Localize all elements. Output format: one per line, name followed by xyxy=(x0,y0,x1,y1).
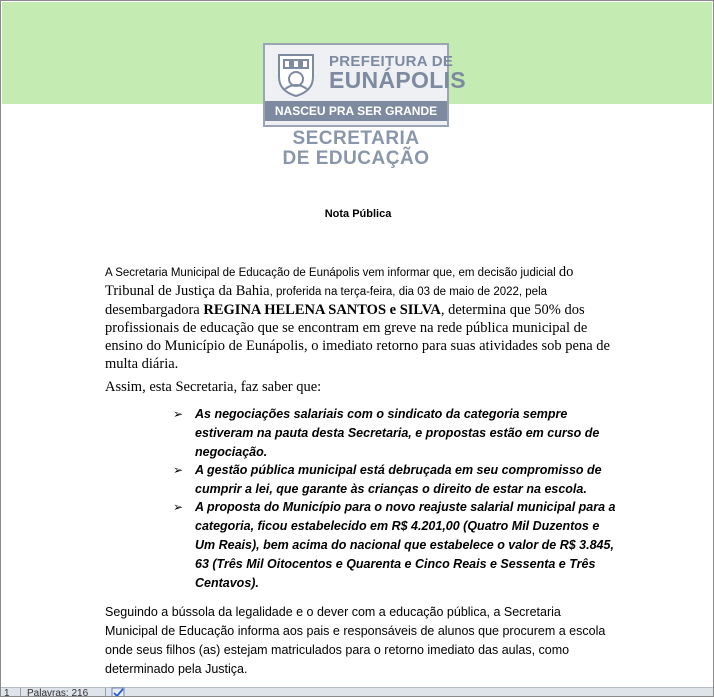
bullet-text: As negociações salariais com o sindicato da categoria sempre estiveram na pauta desta Secretaria, e propostas estão em curso de negociação. xyxy=(195,407,600,459)
logo-slogan: NASCEU PRA SER GRANDE xyxy=(265,101,447,121)
secretaria-title-line1: SECRETARIA xyxy=(292,128,420,149)
status-divider xyxy=(105,688,106,697)
prefeitura-logo xyxy=(263,43,466,127)
secretaria-title-line2: DE EDUCAÇÃO xyxy=(282,148,430,169)
paragraph-closing: Seguindo a bússola da legalidade e o dever com a educação pública, a Secretaria Municipal de Educação informa aos pais e responsáveis de alunos que procurem a escola onde seus filhos (as) estejam matriculados para o retorno imediato das aulas, como determinado pela Justiça. xyxy=(105,605,606,676)
p1-judge-name: REGINA HELENA SANTOS e SILVA xyxy=(203,302,441,318)
p1-desemb: desembargadora xyxy=(105,302,204,318)
bullet-list xyxy=(173,405,617,592)
p1-intro: A Secretaria Municipal de Educação de Eunápolis vem informar que, em decisão judicial xyxy=(105,267,559,279)
spellcheck-icon[interactable] xyxy=(111,687,125,697)
status-bar xyxy=(1,687,714,697)
bullet-arrow-icon: ➢ xyxy=(173,500,184,514)
bullet-arrow-icon: ➢ xyxy=(173,407,184,421)
logo-line2: EUNÁPOLIS xyxy=(329,67,466,93)
status-divider xyxy=(20,688,21,697)
city-emblem-icon xyxy=(275,51,317,97)
status-page-number[interactable]: 1 xyxy=(4,688,10,697)
bullet-text: A proposta do Município para o novo reajuste salarial municipal para a categoria, ficou estabelecido em R$ 4.201,00 (Quatro Mil Duzentos e Um Reais), bem acima do nacional que estabelece o valor de R$ 3.845, 63 (Três Mil Oitocentos e Quarenta e Cinco Reais e Sessenta e Três Centavos). xyxy=(195,500,616,590)
bullet-item xyxy=(173,461,617,499)
bullet-arrow-icon: ➢ xyxy=(173,463,184,477)
bullet-text: A gestão pública municipal está debruçada em seu compromisso de cumprir a lei, que garante às crianças o direito de estar na escola. xyxy=(195,463,602,496)
p1-rest: , determina que 50% dos profissionais de educação que se encontram em greve na rede pública municipal de ensino do Município de Eunápolis, o imediato retorno para suas atividades sob pena de multa diária. xyxy=(105,302,610,372)
logo-line1: PREFEITURA DE xyxy=(329,53,454,70)
status-word-count[interactable]: Palavras: 216 xyxy=(27,688,89,697)
bullet-item xyxy=(173,405,617,462)
p1-court: do Tribunal de Justiça da Bahia xyxy=(105,264,574,299)
bullet-item xyxy=(173,498,617,593)
p1-date: , proferida na terça-feira, dia 03 de maio de 2022, pela xyxy=(269,286,548,298)
paragraph-decision xyxy=(105,263,615,373)
document-title: Nota Pública xyxy=(324,208,392,220)
paragraph-assim: Assim, esta Secretaria, faz saber que: xyxy=(105,379,322,395)
